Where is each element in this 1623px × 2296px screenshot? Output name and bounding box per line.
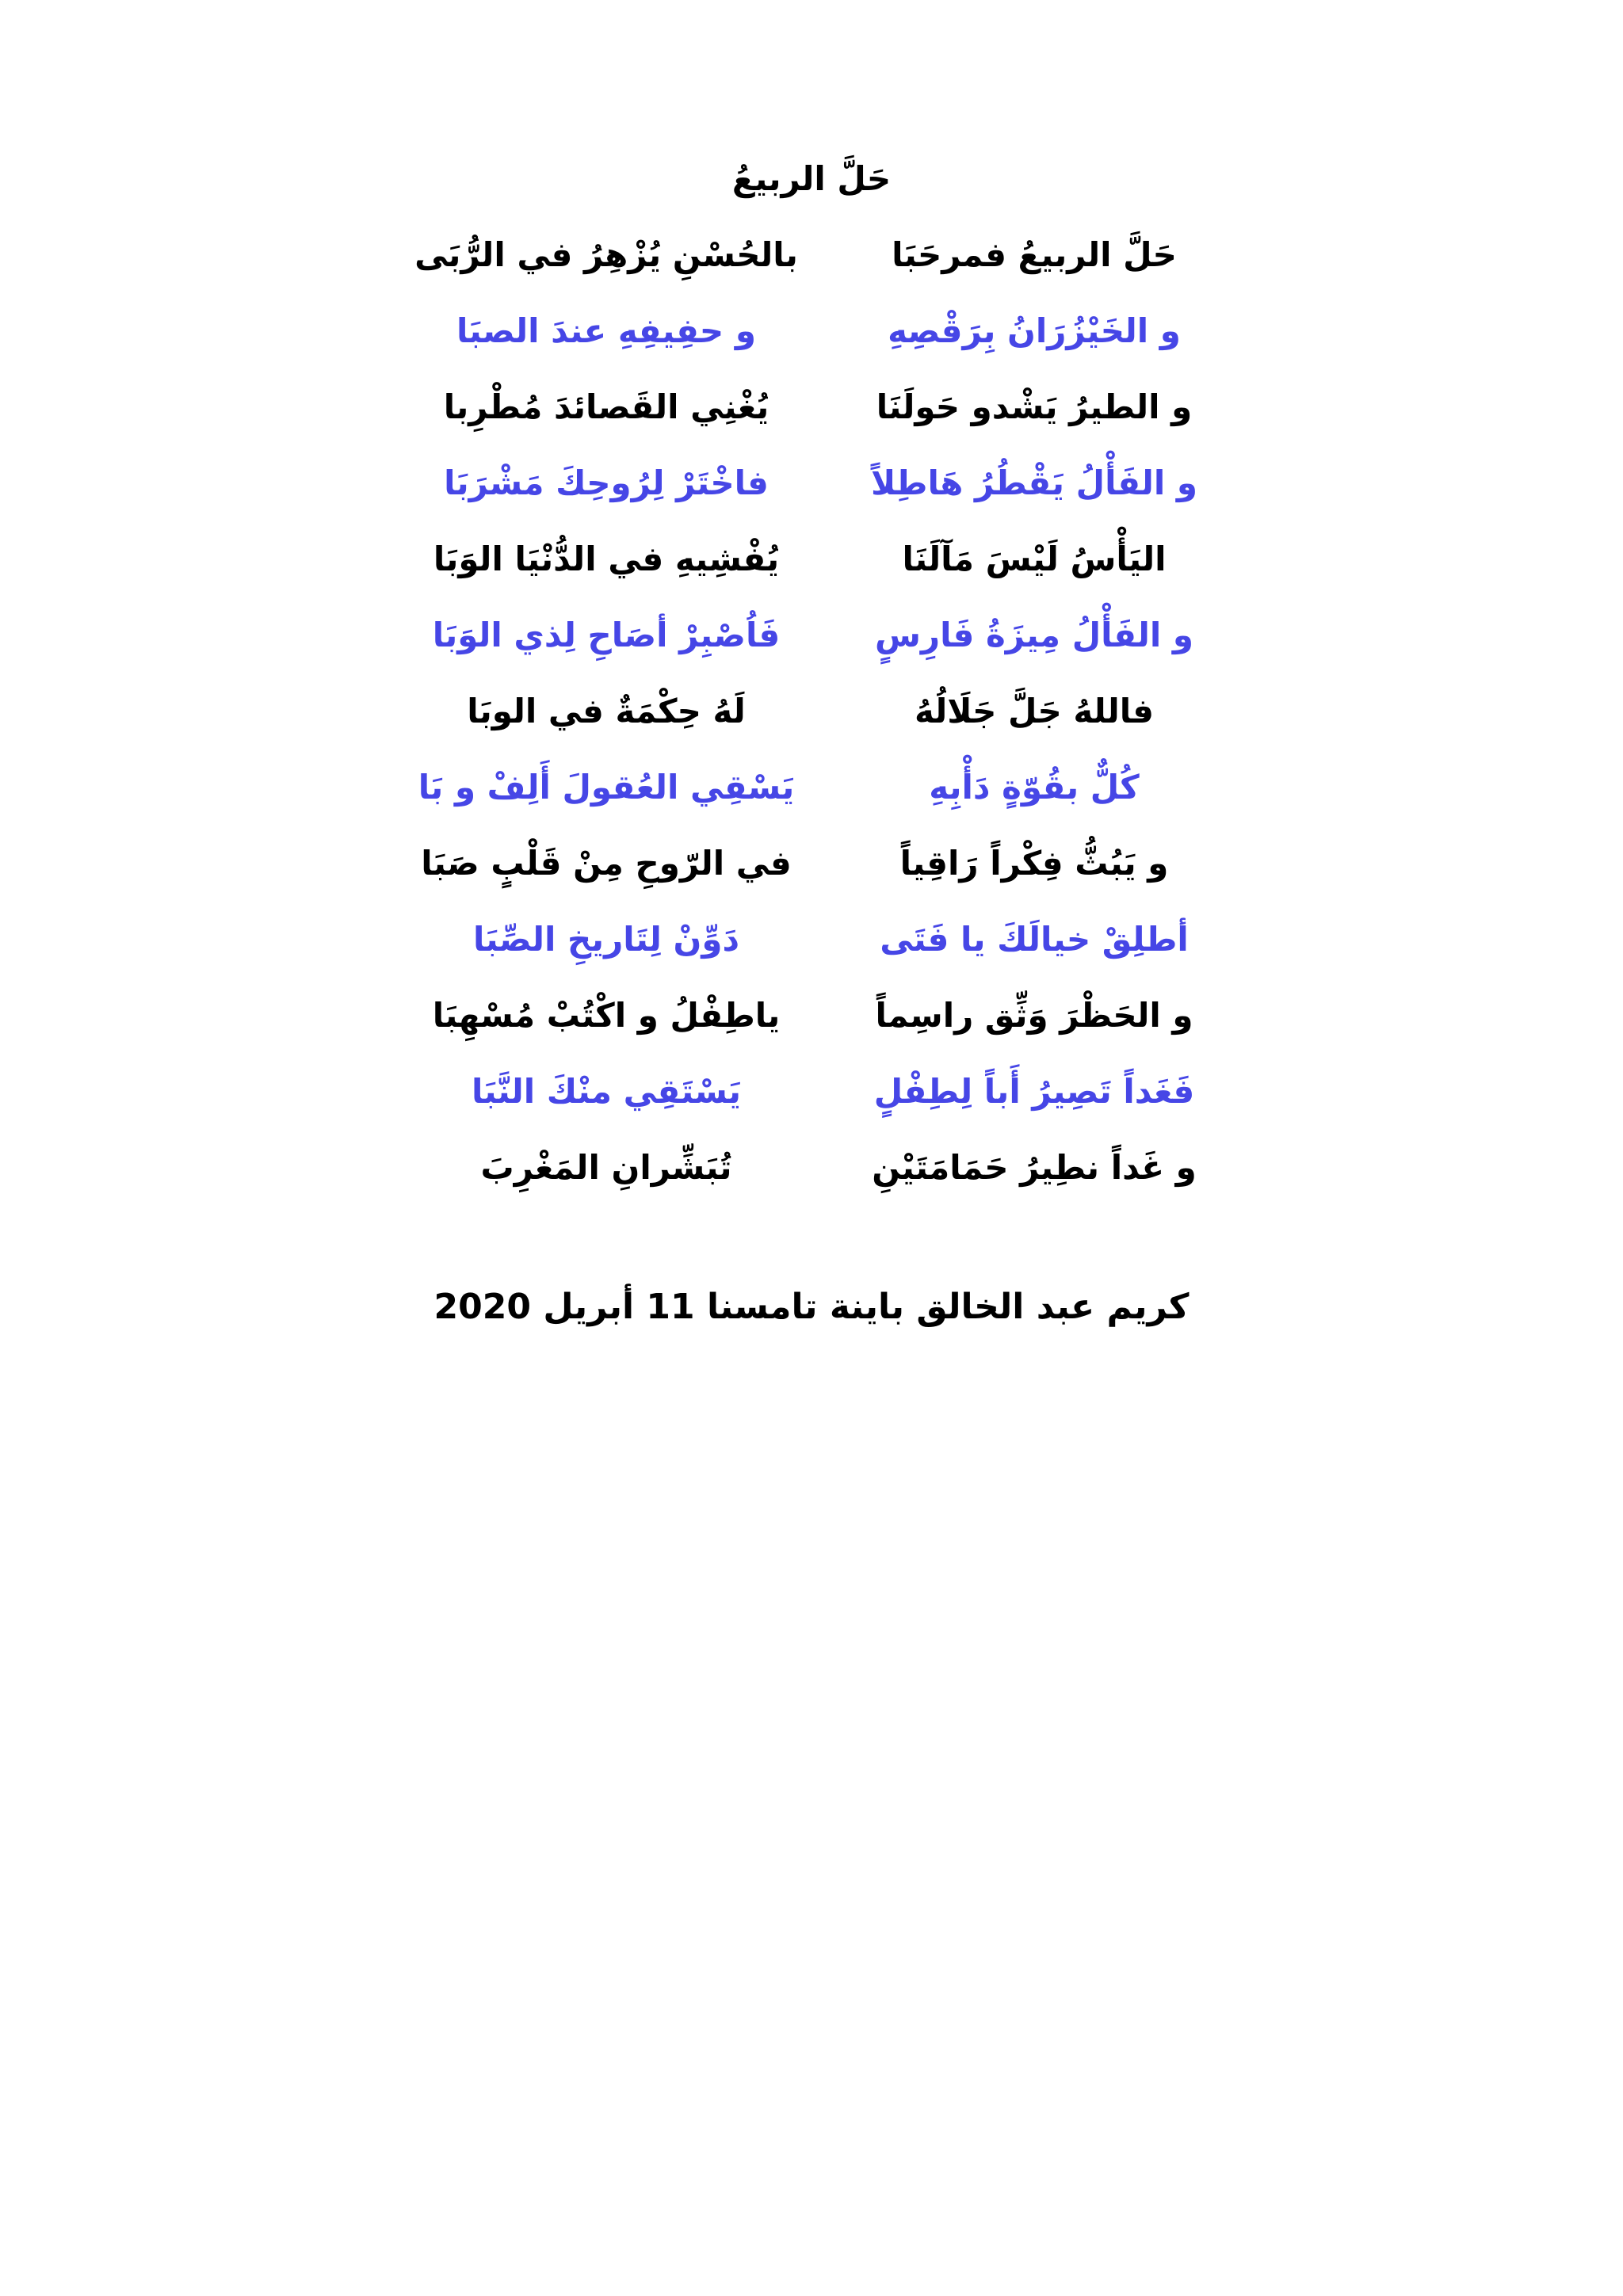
verse-second-hemistich: فاخْتَرْ لِرُوحِكَ مَشْرَبَا [444,463,769,502]
verse-second-hemistich: لَهُ حِكْمَةٌ في الوبَا [467,692,746,730]
verse-second-hemistich: يَسْقِي العُقولَ أَلِفْ و بَا [418,768,795,807]
verse-second-hemistich: بالحُسْنِ يُزْهِرُ في الرُّبَى [414,235,798,274]
verse-row [0,1066,1623,1142]
verse-row [0,990,1623,1066]
verse-first-hemistich: و الطيرُ يَشْدو حَولَنَا [876,387,1193,426]
verse-first-hemistich: كُلٌّ بقُوّةٍ دَأْبِهِ [929,768,1140,807]
verse-first-hemistich: حَلَّ الربيعُ فمرحَبَا [892,235,1177,274]
verse-first-hemistich: و يَبُثُّ فِكْراً رَاقِياً [899,844,1169,883]
verse-row [0,838,1623,914]
verse-second-hemistich: ياطِفْلُ و اكْتُبْ مُسْهِبَا [432,996,781,1035]
verse-second-hemistich: يُغْنِي القَصائدَ مُطْرِبا [443,387,769,426]
verse-second-hemistich: دَوِّنْ لِتَاريخِ الصِّبَا [472,920,740,959]
author-signature-line: كريم عبد الخالق باينة تامسنا 11 أبريل 2020 [433,1287,1190,1327]
verse-second-hemistich: في الرّوحِ مِنْ قَلْبٍ صَبَا [421,844,792,883]
verse-first-hemistich: فاللهُ جَلَّ جَلَالُهُ [914,692,1155,730]
verse-row [0,458,1623,534]
verse-first-hemistich: اليَأْسُ لَيْسَ مَآلَنَا [902,540,1167,578]
poem-title: حَلَّ الربيعُ [731,159,892,198]
verse-row [0,382,1623,458]
verse-first-hemistich: و الحَظْرَ وَثِّق راسِماً [875,996,1193,1035]
verse-second-hemistich: يُفْشِيهِ في الدُّنْيَا الوَبَا [433,540,780,578]
verse-second-hemistich: يَسْتَقِي منْكَ النَّبَا [471,1072,742,1111]
poem-body [0,230,1623,1219]
verse-second-hemistich: و حفِيفِهِ عندَ الصبَا [456,311,756,350]
verse-row [0,1142,1623,1219]
verse-row [0,762,1623,838]
verse-first-hemistich: و الفَأْلُ يَقْطُرُ هَاطِلاً [871,463,1197,502]
verse-second-hemistich: فَاُصْبِرْ أصَاحِ لِذي الوَبَا [432,616,781,654]
verse-row [0,230,1623,306]
verse-first-hemistich: و الفَأْلُ مِيزَةُ فَارِسٍ [874,616,1194,654]
verse-row [0,610,1623,686]
verse-second-hemistich: تُبَشِّرانِ المَغْرِبَ [480,1148,732,1187]
verse-first-hemistich: و غَداً نطِيرُ حَمَامَتَيْنِ [872,1148,1197,1187]
verse-row [0,534,1623,610]
verse-first-hemistich: و الخَيْزُرَانُ بِرَقْصِهِ [888,311,1181,350]
verse-row [0,306,1623,382]
verse-first-hemistich: فَغَداً تَصِيرُ أَباً لِطِفْلٍ [873,1072,1195,1111]
verse-first-hemistich: أطلِقْ خيالَكَ يا فَتَى [880,920,1189,959]
verse-row [0,686,1623,762]
verse-row [0,914,1623,990]
